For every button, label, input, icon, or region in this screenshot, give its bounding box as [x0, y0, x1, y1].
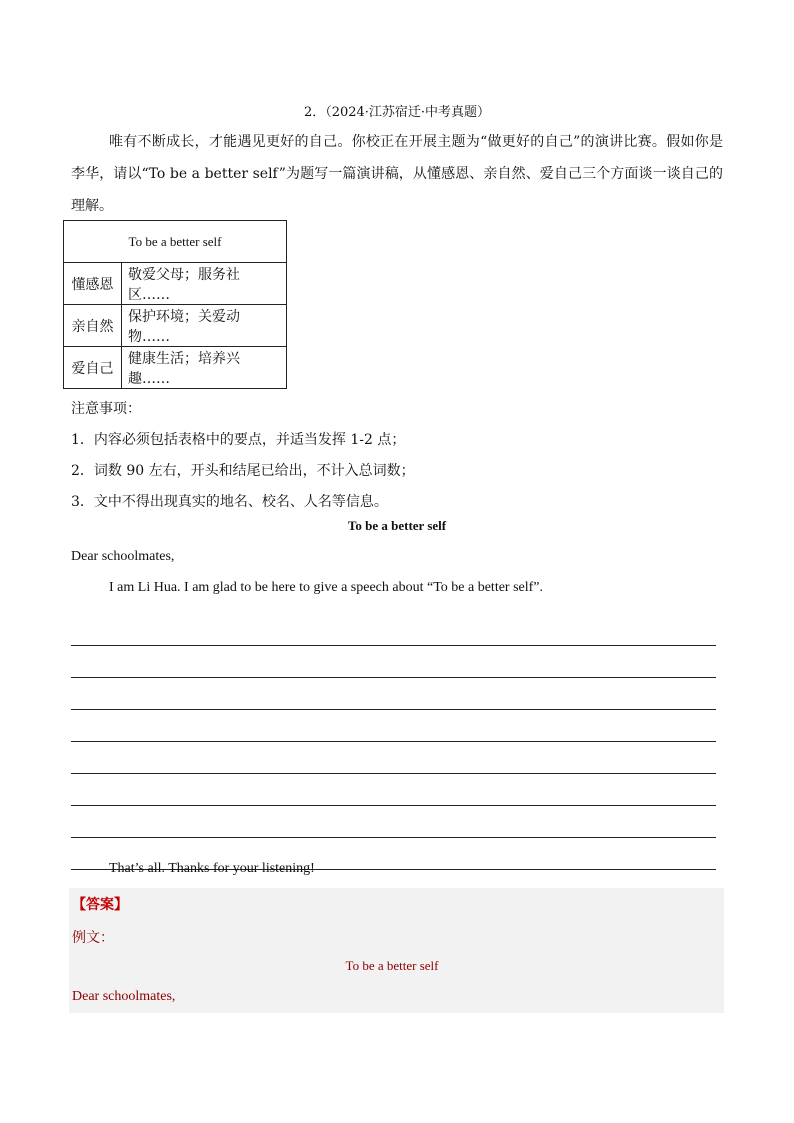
note-item: 2．词数 90 左右，开头和结尾已给出，不计入总词数；	[71, 463, 415, 479]
essay-opening: I am Li Hua. I am glad to be here to give a speech about “To be a better self”.	[109, 580, 544, 595]
writing-line[interactable]	[71, 742, 716, 774]
outline-table-title: To be a better self	[64, 221, 287, 263]
outline-table	[63, 220, 287, 389]
outline-value: 敬爱父母；服务社区……	[122, 263, 287, 305]
sample-essay-label: 例文：	[72, 930, 114, 946]
answer-label: 【答案】	[72, 897, 128, 913]
writing-line[interactable]	[71, 774, 716, 806]
essay-greeting: Dear schoolmates,	[71, 549, 175, 564]
answer-greeting: Dear schoolmates,	[72, 989, 176, 1004]
outline-key: 爱自己	[64, 347, 122, 389]
question-heading: 2．（2024·江苏宿迁·中考真题）	[303, 105, 491, 120]
outline-key: 亲自然	[64, 305, 122, 347]
answer-essay-title: To be a better self	[345, 958, 439, 973]
essay-closing: That’s all. Thanks for your listening!	[109, 861, 315, 876]
writing-line[interactable]	[71, 646, 716, 678]
table-row	[64, 305, 287, 347]
writing-line[interactable]	[71, 678, 716, 710]
writing-line[interactable]	[71, 614, 716, 646]
writing-line[interactable]	[71, 710, 716, 742]
outline-table-header-row	[64, 221, 287, 263]
writing-lines[interactable]	[71, 614, 716, 870]
note-item: 1．内容必须包括表格中的要点，并适当发挥 1-2 点；	[71, 432, 406, 448]
answer-box	[69, 888, 724, 1013]
outline-value: 保护环境；关爱动物……	[122, 305, 287, 347]
outline-key: 懂感恩	[64, 263, 122, 305]
writing-line[interactable]	[71, 806, 716, 838]
table-row	[64, 347, 287, 389]
outline-value: 健康生活；培养兴趣……	[122, 347, 287, 389]
question-prompt: 唯有不断成长，才能遇见更好的自己。你校正在开展主题为“做更好的自己”的演讲比赛。假如你是李华，请以“To be a better self”为题写一篇演讲稿，从懂感恩、亲自然、爱自己三个方面谈一谈自己的理解。	[71, 134, 723, 214]
essay-title: To be a better self	[347, 518, 447, 533]
table-row	[64, 263, 287, 305]
notes-heading: 注意事项：	[71, 401, 141, 417]
notes-section	[71, 394, 415, 518]
note-item: 3．文中不得出现真实的地名、校名、人名等信息。	[71, 494, 388, 510]
